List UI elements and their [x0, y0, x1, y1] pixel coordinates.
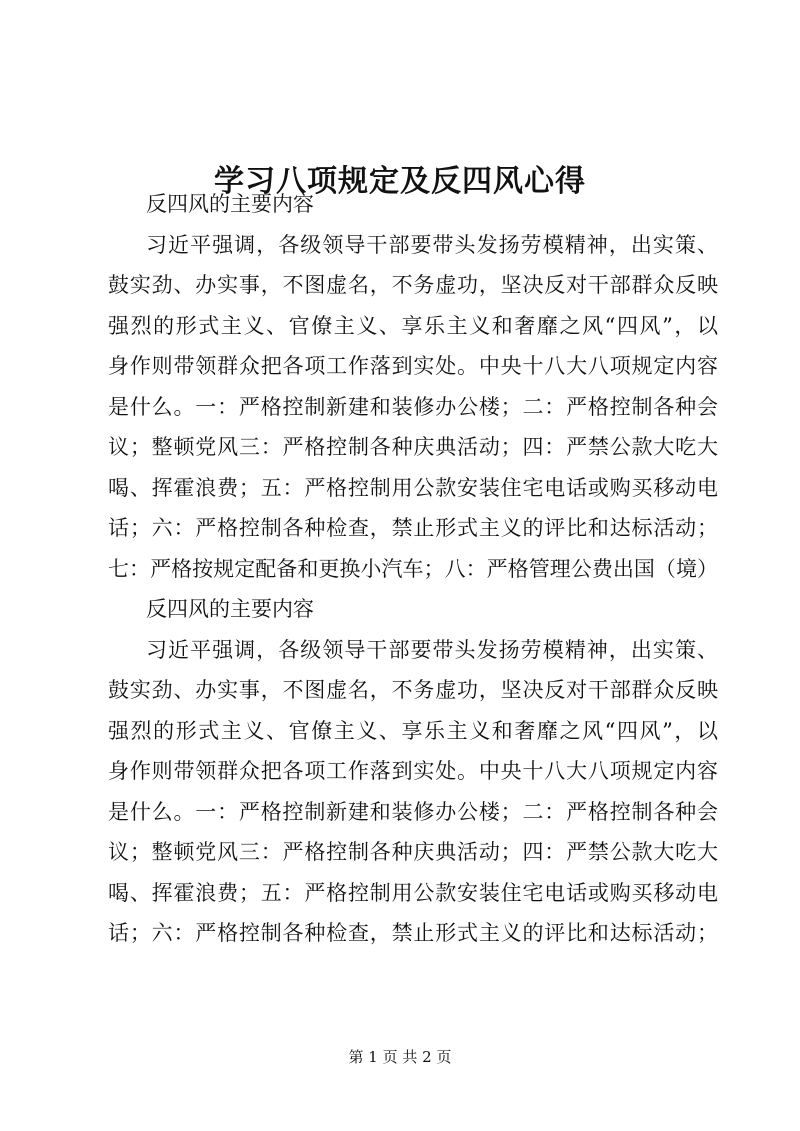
text-line: 是什么。一：严格控制新建和装修办公楼；二：严格控制各种会 — [108, 394, 718, 419]
text-line: 鼓实劲、办实事，不图虚名，不务虚功，坚决反对干部群众反映 — [108, 273, 718, 297]
text-line: 喝、挥霍浪费；五：严格控制用公款安装住宅电话或购买移动电 — [108, 880, 718, 905]
document-body — [108, 184, 718, 954]
document-title: 学习八项规定及反四风心得 — [214, 164, 586, 200]
text-line: 鼓实劲、办实事，不图虚名，不务虚功，坚决反对干部群众反映 — [108, 678, 718, 702]
body-paragraph — [108, 630, 718, 954]
text-line: 议；整顿党风三：严格控制各种庆典活动；四：严禁公款大吃大 — [108, 840, 718, 864]
text-line: 身作则带领群众把各项工作落到实处。中央十八大八项规定内容 — [108, 354, 718, 378]
section-heading: 反四风的主要内容 — [146, 597, 314, 621]
text-line: 习近平强调，各级领导干部要带头发扬劳模精神，出实策、 — [146, 232, 718, 257]
text-line: 喝、挥霍浪费；五：严格控制用公款安装住宅电话或购买移动电 — [108, 475, 718, 500]
text-line: 是什么。一：严格控制新建和装修办公楼；二：严格控制各种会 — [108, 799, 718, 824]
text-line: 习近平强调，各级领导干部要带头发扬劳模精神，出实策、 — [146, 637, 718, 662]
text-line: 强烈的形式主义、官僚主义、享乐主义和奢靡之风“四风”，以 — [108, 718, 718, 743]
text-line: 七：严格按规定配备和更换小汽车；八：严格管理公费出国（境） — [108, 556, 718, 581]
text-line: 话；六：严格控制各种检查，禁止形式主义的评比和达标活动； — [108, 516, 718, 540]
text-line: 议；整顿党风三：严格控制各种庆典活动；四：严禁公款大吃大 — [108, 435, 718, 459]
page-number-footer: 第 1 页 共 2 页 — [348, 1048, 452, 1066]
text-line: 强烈的形式主义、官僚主义、享乐主义和奢靡之风“四风”，以 — [108, 313, 718, 338]
text-line: 话；六：严格控制各种检查，禁止形式主义的评比和达标活动； — [108, 921, 718, 945]
body-paragraph — [108, 225, 718, 590]
text-line: 身作则带领群众把各项工作落到实处。中央十八大八项规定内容 — [108, 759, 718, 783]
section-heading: 反四风的主要内容 — [146, 192, 314, 216]
